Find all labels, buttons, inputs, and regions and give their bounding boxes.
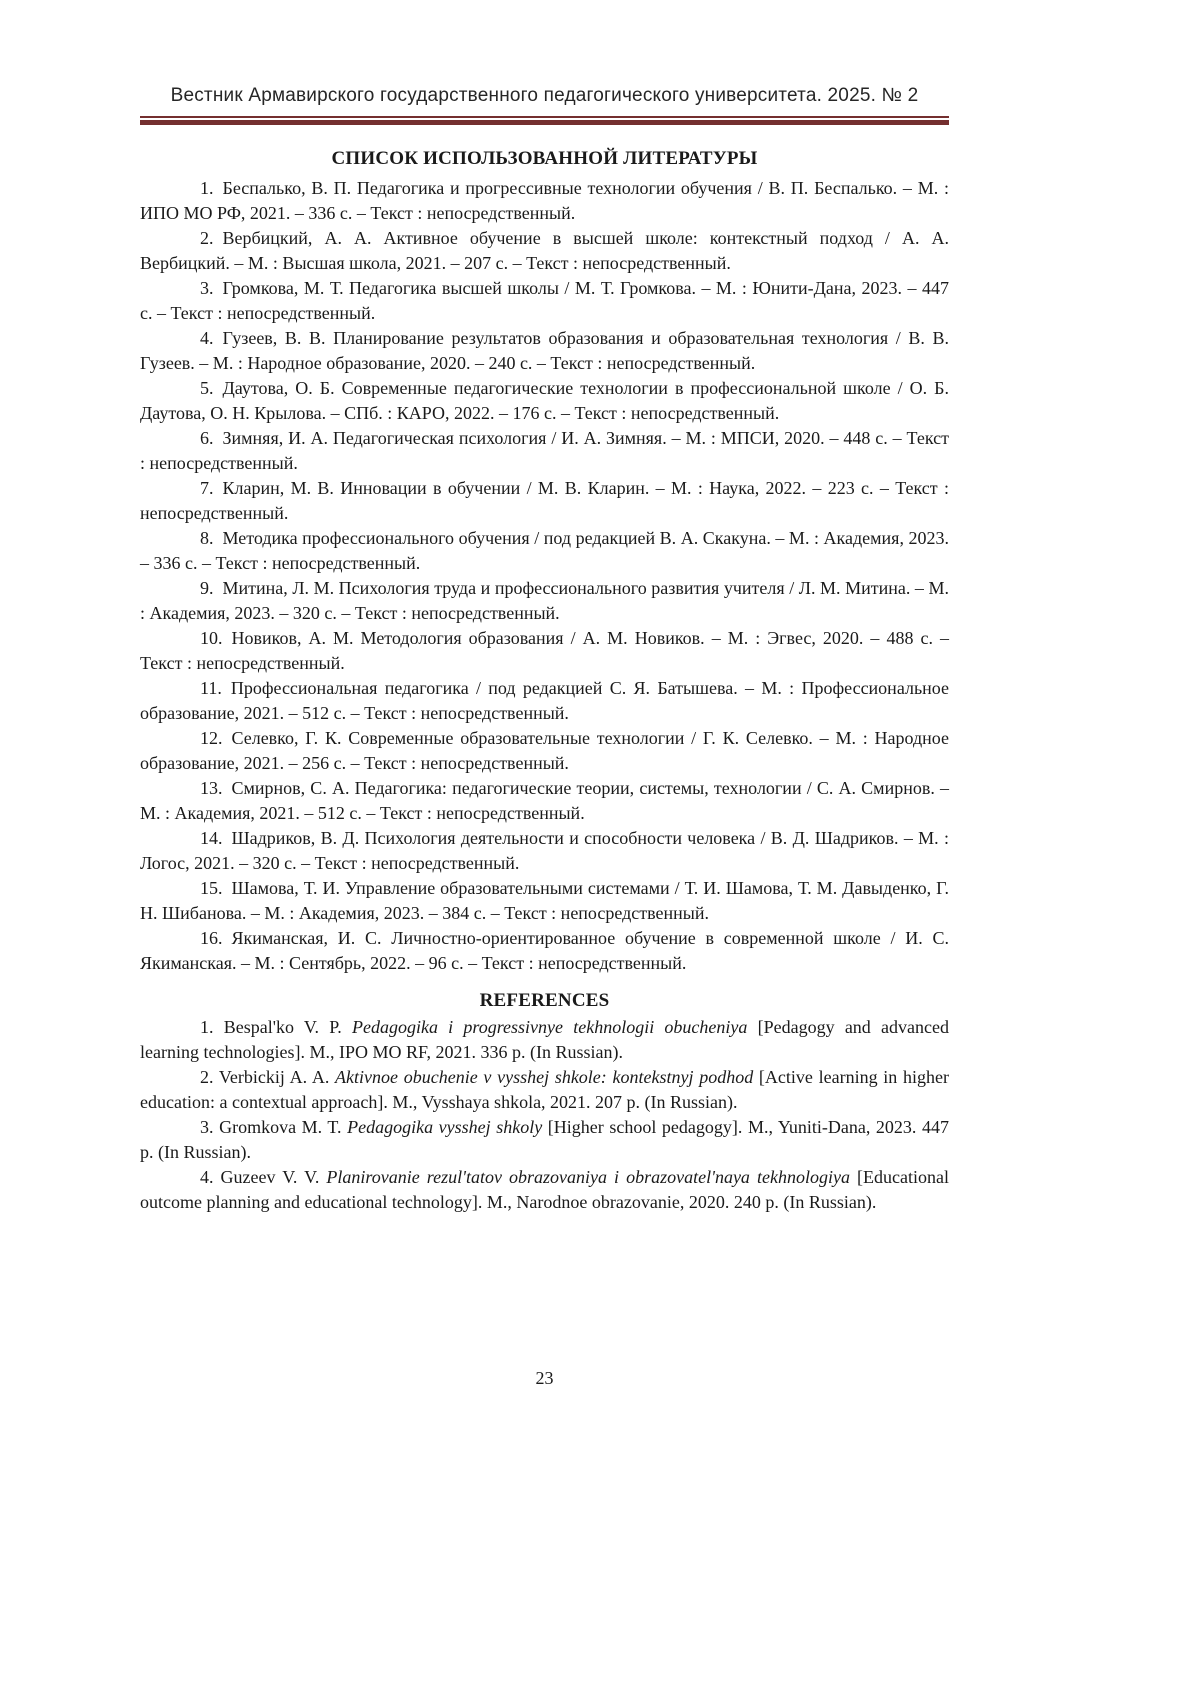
bibliography-item — [140, 226, 949, 276]
item-number: 16. — [200, 928, 223, 948]
item-text: Селевко, Г. К. Современные образовательные технологии / Г. К. Селевко. – М. : Народное образование, 2021. – 256 с. – Текст : непосредственный. — [140, 728, 949, 773]
bibliography-item — [140, 776, 949, 826]
item-number: 4. — [200, 328, 214, 348]
bibliography-title: СПИСОК ИСПОЛЬЗОВАННОЙ ЛИТЕРАТУРЫ — [331, 148, 758, 169]
item-number: 12. — [200, 728, 223, 748]
item-number: 5. — [200, 378, 214, 398]
journal-title: Вестник Армавирского государственного педагогического университета. 2025. № 2 — [170, 85, 919, 106]
bibliography-item — [140, 726, 949, 776]
item-text: Митина, Л. М. Психология труда и профессионального развития учителя / Л. М. Митина. – М. : Академия, 2023. – 320 с. – Текст : непосредственный. — [140, 578, 949, 623]
item-text: Методика профессионального обучения / под редакцией В. А. Скакуна. – М. : Академия, 2023. – 336 с. – Текст : непосредственный. — [140, 528, 949, 573]
item-text: Гузеев, В. В. Планирование результатов образования и образовательная технология / В. В. Гузеев. – М. : Народное образование, 2020. – 240 с. – Текст : непосредственный. — [140, 328, 949, 373]
bibliography-item — [140, 176, 949, 226]
bibliography-item — [140, 926, 949, 976]
reference-details: [Educational outcome planning and educational technology]. M., Narodnoe obrazovanie, 2020. 240 p. (In Russian). — [140, 1167, 949, 1212]
item-number: 13. — [200, 778, 223, 798]
item-text: Новиков, А. М. Методология образования / А. М. Новиков. – М. : Эгвес, 2020. – 488 с. – Текст : непосредственный. — [140, 628, 949, 673]
bibliography-item — [140, 276, 949, 326]
item-text: Шамова, Т. И. Управление образовательными системами / Т. И. Шамова, Т. М. Давыденко, Г. Н. Шибанова. – М. : Академия, 2023. – 384 с. – Текст : непосредственный. — [140, 878, 949, 923]
reference-item — [140, 1165, 949, 1215]
bibliography-item — [140, 876, 949, 926]
bibliography-item — [140, 826, 949, 876]
reference-transliterated-title: Pedagogika vysshej shkoly — [347, 1117, 543, 1137]
reference-transliterated-title: Pedagogika i progressivnye tekhnologii obucheniya — [351, 1017, 748, 1037]
item-text: Кларин, М. В. Инновации в обучении / М. В. Кларин. – М. : Наука, 2022. – 223 с. – Текст : непосредственный. — [140, 478, 949, 523]
reference-details: [Higher school pedagogy]. M., Yuniti-Dana, 2023. 447 p. (In Russian). — [140, 1117, 950, 1162]
item-number: 6. — [200, 428, 214, 448]
reference-details: [Pedagogy and advanced learning technologies]. M., IPO MO RF, 2021. 336 p. (In Russian). — [140, 1017, 949, 1062]
reference-item — [140, 1015, 949, 1065]
item-number: 9. — [200, 578, 214, 598]
reference-details: [Active learning in higher education: a contextual approach]. M., Vysshaya shkola, 2021. 207 p. (In Russian). — [140, 1067, 950, 1112]
reference-author: 1. Bespal'ko V. P. — [200, 1017, 352, 1037]
reference-transliterated-title: Aktivnoe obuchenie v vysshej shkole: kontekstnyj podhod — [335, 1067, 754, 1087]
reference-author: 2. Verbickij A. A. — [200, 1067, 336, 1087]
item-number: 8. — [200, 528, 214, 548]
item-text: Громкова, М. Т. Педагогика высшей школы / М. Т. Громкова. – М. : Юнити-Дана, 2023. – 447 с. – Текст : непосредственный. — [140, 278, 949, 323]
bibliography-item — [140, 576, 949, 626]
bibliography-item — [140, 676, 949, 726]
item-number: 7. — [200, 478, 214, 498]
page-body — [140, 146, 949, 1215]
reference-transliterated-title: Planirovanie rezul'tatov obrazovaniya i obrazovatel'naya tekhnologiya — [326, 1167, 850, 1187]
item-number: 14. — [200, 828, 223, 848]
reference-item — [140, 1115, 949, 1165]
bibliography-item — [140, 626, 949, 676]
bibliography-item — [140, 526, 949, 576]
item-text: Смирнов, С. А. Педагогика: педагогические теории, системы, технологии / С. А. Смирнов. – М. : Академия, 2021. – 512 с. – Текст : непосредственный. — [140, 778, 949, 823]
bibliography-item — [140, 476, 949, 526]
item-number: 15. — [200, 878, 223, 898]
item-text: Профессиональная педагогика / под редакцией С. Я. Батышева. – М. : Профессиональное образование, 2021. – 512 с. – Текст : непосредственный. — [140, 678, 949, 723]
item-text: Якиманская, И. С. Личностно-ориентированное обучение в современной школе / И. С. Якиманская. – М. : Сентябрь, 2022. – 96 с. – Текст : непосредственный. — [140, 928, 949, 973]
reference-author: 4. Guzeev V. V. — [200, 1167, 327, 1187]
item-number: 10. — [200, 628, 223, 648]
page-number: 23 — [535, 1368, 554, 1388]
references-title: REFERENCES — [479, 990, 610, 1011]
item-number: 3. — [200, 278, 214, 298]
header-rule-thick — [140, 120, 949, 125]
item-text: Шадриков, В. Д. Психология деятельности и способности человека / В. Д. Шадриков. – М. : Логос, 2021. – 320 с. – Текст : непосредственный. — [140, 828, 949, 873]
bibliography-item — [140, 326, 949, 376]
reference-author: 3. Gromkova M. T. — [200, 1117, 348, 1137]
reference-item — [140, 1065, 949, 1115]
item-text: Беспалько, В. П. Педагогика и прогрессивные технологии обучения / В. П. Беспалько. – М. : ИПО МО РФ, 2021. – 336 с. – Текст : непосредственный. — [140, 178, 949, 223]
item-text: Зимняя, И. А. Педагогическая психология / И. А. Зимняя. – М. : МПСИ, 2020. – 448 с. – Текст : непосредственный. — [140, 428, 949, 473]
item-number: 2. — [200, 228, 214, 248]
bibliography-item — [140, 426, 949, 476]
page-header — [140, 84, 949, 125]
bibliography-item — [140, 376, 949, 426]
item-number: 11. — [200, 678, 222, 698]
item-number: 1. — [200, 178, 214, 198]
item-text: Вербицкий, А. А. Активное обучение в высшей школе: контекстный подход / А. А. Вербицкий. – М. : Высшая школа, 2021. – 207 с. – Текст : непосредственный. — [140, 228, 949, 273]
item-text: Даутова, О. Б. Современные педагогические технологии в профессиональной школе / О. Б. Даутова, О. Н. Крылова. – СПб. : КАРО, 2022. – 176 с. – Текст : непосредственный. — [140, 378, 949, 423]
